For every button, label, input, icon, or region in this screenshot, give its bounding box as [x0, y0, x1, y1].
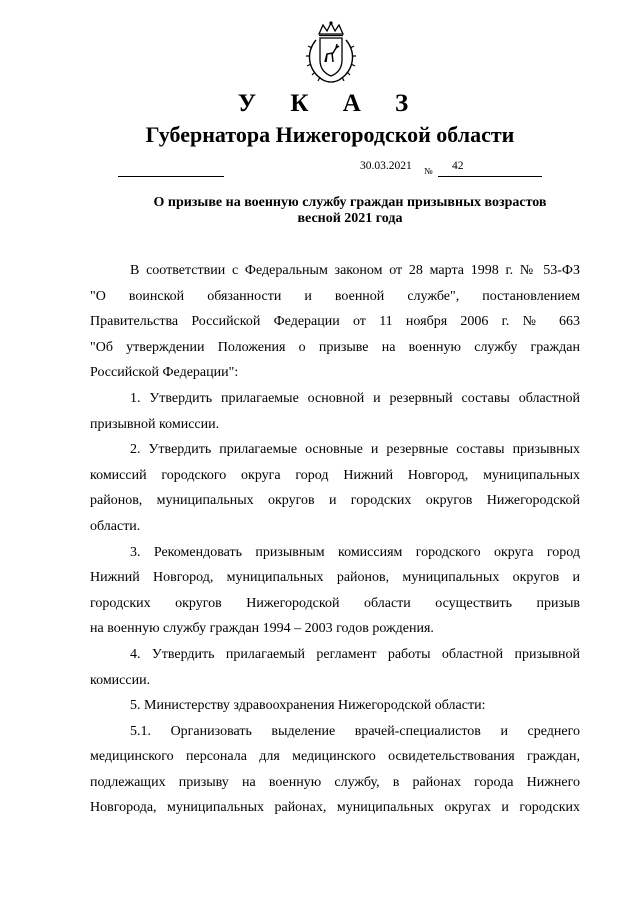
body-line: "О воинской обязанности и военной службе", постановлением	[90, 288, 580, 304]
body-line: Правительства Российской Федерации от 11 ноября 2006 г. № 663	[90, 314, 580, 330]
body-line: районов, муниципальных округов и городских округов Нижегородской	[90, 493, 580, 509]
body-line: на военную службу граждан 1994 – 2003 годов рождения.	[90, 621, 434, 637]
body-line: комиссии.	[90, 672, 151, 688]
number-label: №	[424, 166, 433, 176]
decree-number: 42	[452, 160, 464, 172]
body-line: "Об утверждении Положения о призыве на военную службу граждан	[90, 339, 580, 355]
body-line: призывной комиссии.	[90, 416, 220, 432]
subject-line: весной 2021 года	[297, 211, 403, 226]
date-blank-line	[118, 176, 224, 177]
body-line: 1. Утвердить прилагаемые основной и резервный составы областной	[130, 390, 580, 406]
document-title: У К А З	[237, 90, 423, 117]
decree-subject	[60, 195, 640, 227]
body-line: 2. Утвердить прилагаемые основные и резервные составы призывных	[130, 442, 580, 458]
body-line: городских округов Нижегородской области осуществить призыв	[90, 595, 580, 611]
decree-date: 30.03.2021	[360, 160, 412, 172]
number-underline	[438, 176, 542, 177]
body-line: комиссий городского округа город Нижний Новгород, муниципальных	[90, 467, 580, 483]
body-line: Российской Федерации":	[90, 365, 239, 381]
document-body	[90, 258, 580, 821]
coat-of-arms-icon	[303, 20, 359, 86]
body-line: В соответствии с Федеральным законом от 28 марта 1998 г. № 53-ФЗ	[130, 263, 580, 278]
body-line: медицинского персонала для медицинского освидетельствования граждан,	[90, 749, 580, 765]
body-line: 5. Министерству здравоохранения Нижегородской области:	[130, 698, 486, 714]
body-line: подлежащих призыву на военную службу, в районах города Нижнего	[90, 774, 580, 790]
subject-line: О призыве на военную службу граждан призывных возрастов	[153, 195, 547, 210]
body-line: 4. Утвердить прилагаемый регламент работы областной призывной	[130, 646, 580, 662]
body-line: 5.1. Организовать выделение врачей-специалистов и среднего	[130, 723, 580, 739]
body-line: области.	[90, 518, 141, 534]
body-line: Нижний Новгород, муниципальных районов, муниципальных округов и	[90, 570, 580, 586]
document-subtitle: Губернатора Нижегородской области	[145, 122, 515, 147]
body-line: 3. Рекомендовать призывным комиссиям городского округа город	[130, 544, 580, 560]
body-line: Новгорода, муниципальных районах, муниципальных округах и городских	[90, 800, 580, 816]
